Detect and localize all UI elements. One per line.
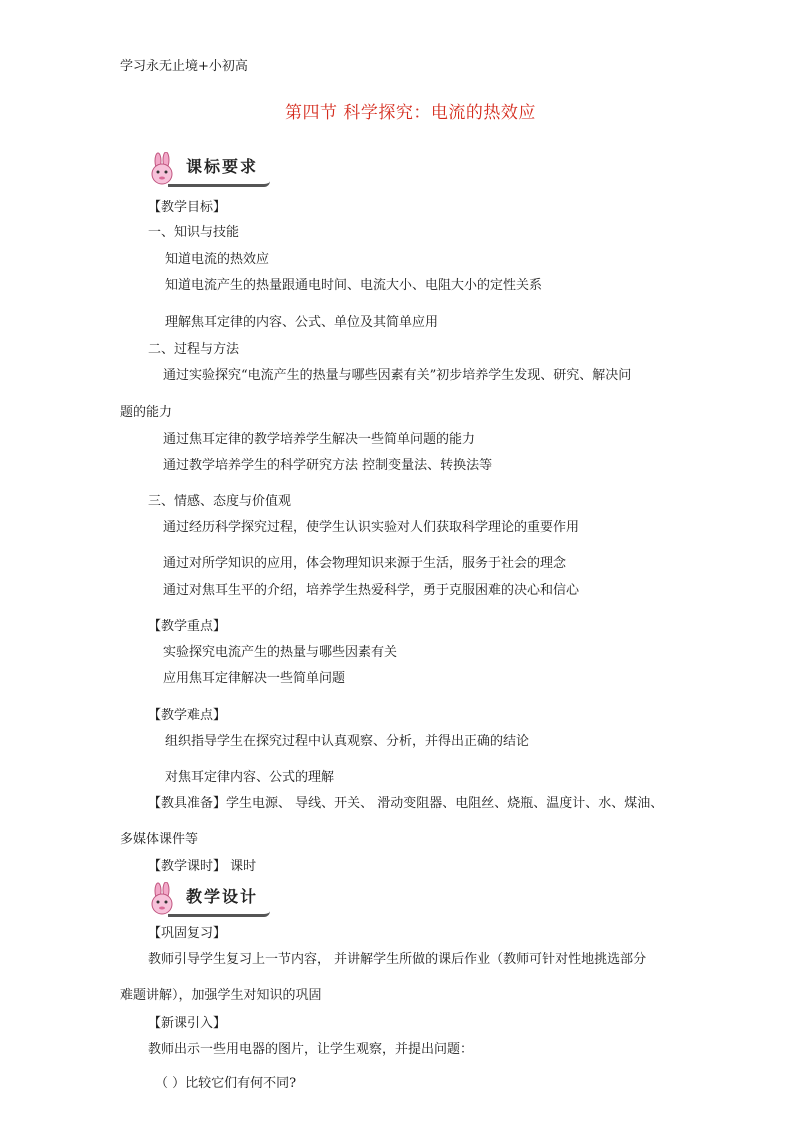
- text-line: 多媒体课件等: [120, 832, 199, 847]
- section-heading: 一、知识与技能: [148, 225, 240, 240]
- text-line: 通过焦耳定律的教学培养学生解决一些简单问题的能力: [163, 432, 476, 447]
- section-heading: 三、情感、态度与价值观: [148, 494, 292, 509]
- key-points-heading: 【教学重点】: [148, 619, 227, 634]
- page-title: 第四节 科学探究：电流的热效应: [285, 103, 536, 123]
- text-line: 知道电流产生的热量跟通电时间、电流大小、电阻大小的定性关系: [165, 278, 543, 293]
- text-line: 通过教学培养学生的科学研究方法 控制变量法、转换法等: [163, 458, 493, 473]
- text-line: 通过对焦耳生平的介绍，培养学生热爱科学，勇于克服困难的决心和信心: [163, 583, 580, 598]
- intro-heading: 【新课引入】: [148, 1016, 227, 1031]
- section-banner-requirements: [146, 152, 276, 188]
- text-line: 教师引导学生复习上一节内容， 并讲解学生所做的课后作业（教师可针对性地挑选部分: [148, 952, 647, 967]
- text-line: 知道电流的热效应: [165, 252, 270, 267]
- text-line: 通过经历科学探究过程，使学生认识实验对人们获取科学理论的重要作用: [163, 520, 580, 535]
- text-line: 实验探究电流产生的热量与哪些因素有关: [163, 645, 398, 660]
- section-heading: 二、过程与方法: [148, 342, 240, 357]
- page-header: 学习永无止境+小初高: [120, 59, 248, 74]
- section-banner-design: [146, 882, 276, 918]
- text-line: 对焦耳定律内容、公式的理解: [165, 770, 335, 785]
- text-line: 理解焦耳定律的内容、公式、单位及其简单应用: [165, 315, 439, 330]
- banner-label: 课标要求: [186, 157, 259, 176]
- difficulties-heading: 【教学难点】: [148, 708, 227, 723]
- text-line: 难题讲解），加强学生对知识的巩固: [120, 988, 322, 1003]
- equipment-line: 【教具准备】学生电源、 导线、开关、 滑动变阻器、电阻丝、烧瓶、温度计、水、煤油、: [148, 796, 664, 811]
- review-heading: 【巩固复习】: [148, 926, 227, 941]
- text-line: 题的能力: [120, 405, 173, 420]
- pink-cartoon-rabbit-icon: [146, 882, 182, 918]
- banner-label: 教学设计: [186, 887, 259, 906]
- text-line: 组织指导学生在探究过程中认真观察、分析，并得出正确的结论: [165, 734, 530, 749]
- text-line: 教师出示一些用电器的图片，让学生观察，并提出问题：: [148, 1042, 474, 1057]
- goals-heading: 【教学目标】: [148, 200, 227, 215]
- text-line: 通过对所学知识的应用，体会物理知识来源于生活，服务于社会的理念: [163, 556, 567, 571]
- class-hours-line: 【教学课时】 课时: [148, 859, 257, 874]
- pink-cartoon-rabbit-icon: [146, 152, 182, 188]
- text-line: （ ）比较它们有何不同?: [155, 1076, 297, 1091]
- text-line: 应用焦耳定律解决一些简单问题: [163, 671, 346, 686]
- text-line: 通过实验探究“电流产生的热量与哪些因素有关”初步培养学生发现、研究、解决问: [163, 368, 632, 383]
